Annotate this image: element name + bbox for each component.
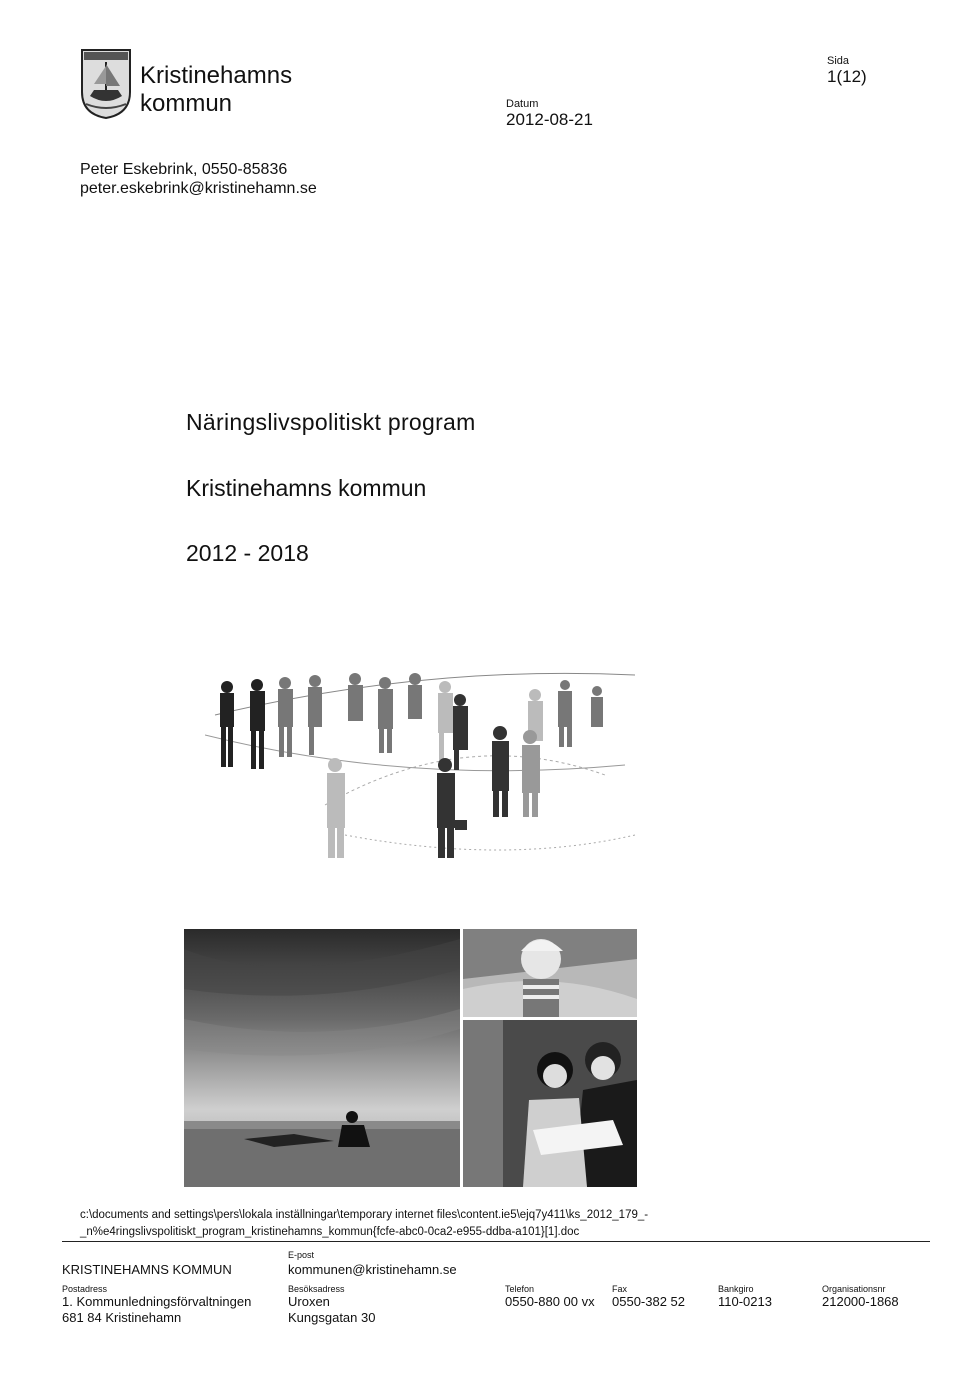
- org-name-line1: Kristinehamns: [140, 62, 293, 89]
- document-title: Näringslivspolitiskt program: [186, 409, 476, 435]
- child-photo: [463, 929, 637, 1017]
- footer-email: kommunen@kristinehamn.se: [288, 1262, 457, 1277]
- page-label: Sida: [827, 55, 850, 67]
- couple-photo: [463, 1020, 637, 1187]
- footer-visit-address: [288, 1284, 375, 1326]
- file-path-line1: c:\documents and settings\pers\lokala inställningar\temporary internet files\content.ie5\ejq7y411\ks_2012_179_-: [80, 1209, 649, 1221]
- footer-phone: [505, 1284, 595, 1310]
- document-subtitle: Kristinehamns kommun: [186, 475, 427, 501]
- document-years: 2012 - 2018: [186, 540, 309, 566]
- contact-name-phone: Peter Eskebrink, 0550-85836: [80, 161, 288, 178]
- email-label: E-post: [288, 1250, 315, 1260]
- contact-block: [80, 160, 317, 198]
- beach-photo: [184, 929, 460, 1187]
- organization-name: [140, 62, 292, 118]
- visit-line2: Kungsgatan 30: [288, 1310, 376, 1325]
- footer-divider: [62, 1241, 930, 1242]
- contact-email: peter.eskebrink@kristinehamn.se: [80, 180, 317, 197]
- fax-value: 0550-382 52: [612, 1294, 686, 1309]
- file-path-line2: _n%e4ringslivspolitiskt_program_kristinehamns_kommun{fcfe-abc0-0ca2-e955-ddba-a101}[1].doc: [80, 1226, 580, 1238]
- footer-fax: [612, 1284, 685, 1310]
- orgnr-label: Organisationsnr: [822, 1284, 886, 1294]
- footer-bankgiro: [718, 1284, 772, 1310]
- people-silhouettes-illustration: [205, 655, 645, 870]
- bankgiro-value: 110-0213: [718, 1294, 772, 1309]
- orgnr-value: 212000-1868: [822, 1294, 899, 1309]
- phone-value: 0550-880 00 vx: [505, 1294, 595, 1309]
- bankgiro-label: Bankgiro: [718, 1284, 754, 1294]
- postal-line1: 1. Kommunledningsförvaltningen: [62, 1294, 252, 1309]
- footer-postal: [62, 1284, 251, 1326]
- postal-label: Postadress: [62, 1284, 108, 1294]
- municipal-crest-logo: [80, 48, 132, 120]
- org-name-line2: kommun: [140, 90, 233, 117]
- footer-org-name: KRISTINEHAMNS KOMMUN: [62, 1262, 232, 1277]
- visit-label: Besöksadress: [288, 1284, 345, 1294]
- visit-line1: Uroxen: [288, 1294, 330, 1309]
- fax-label: Fax: [612, 1284, 628, 1294]
- phone-label: Telefon: [505, 1284, 535, 1294]
- date-label: Datum: [506, 98, 539, 110]
- footer-orgnr: [822, 1284, 899, 1310]
- date-value: 2012-08-21: [506, 110, 593, 129]
- postal-line2: 681 84 Kristinehamn: [62, 1310, 182, 1325]
- page-number: 1(12): [827, 67, 867, 86]
- file-path-text: [80, 1207, 800, 1241]
